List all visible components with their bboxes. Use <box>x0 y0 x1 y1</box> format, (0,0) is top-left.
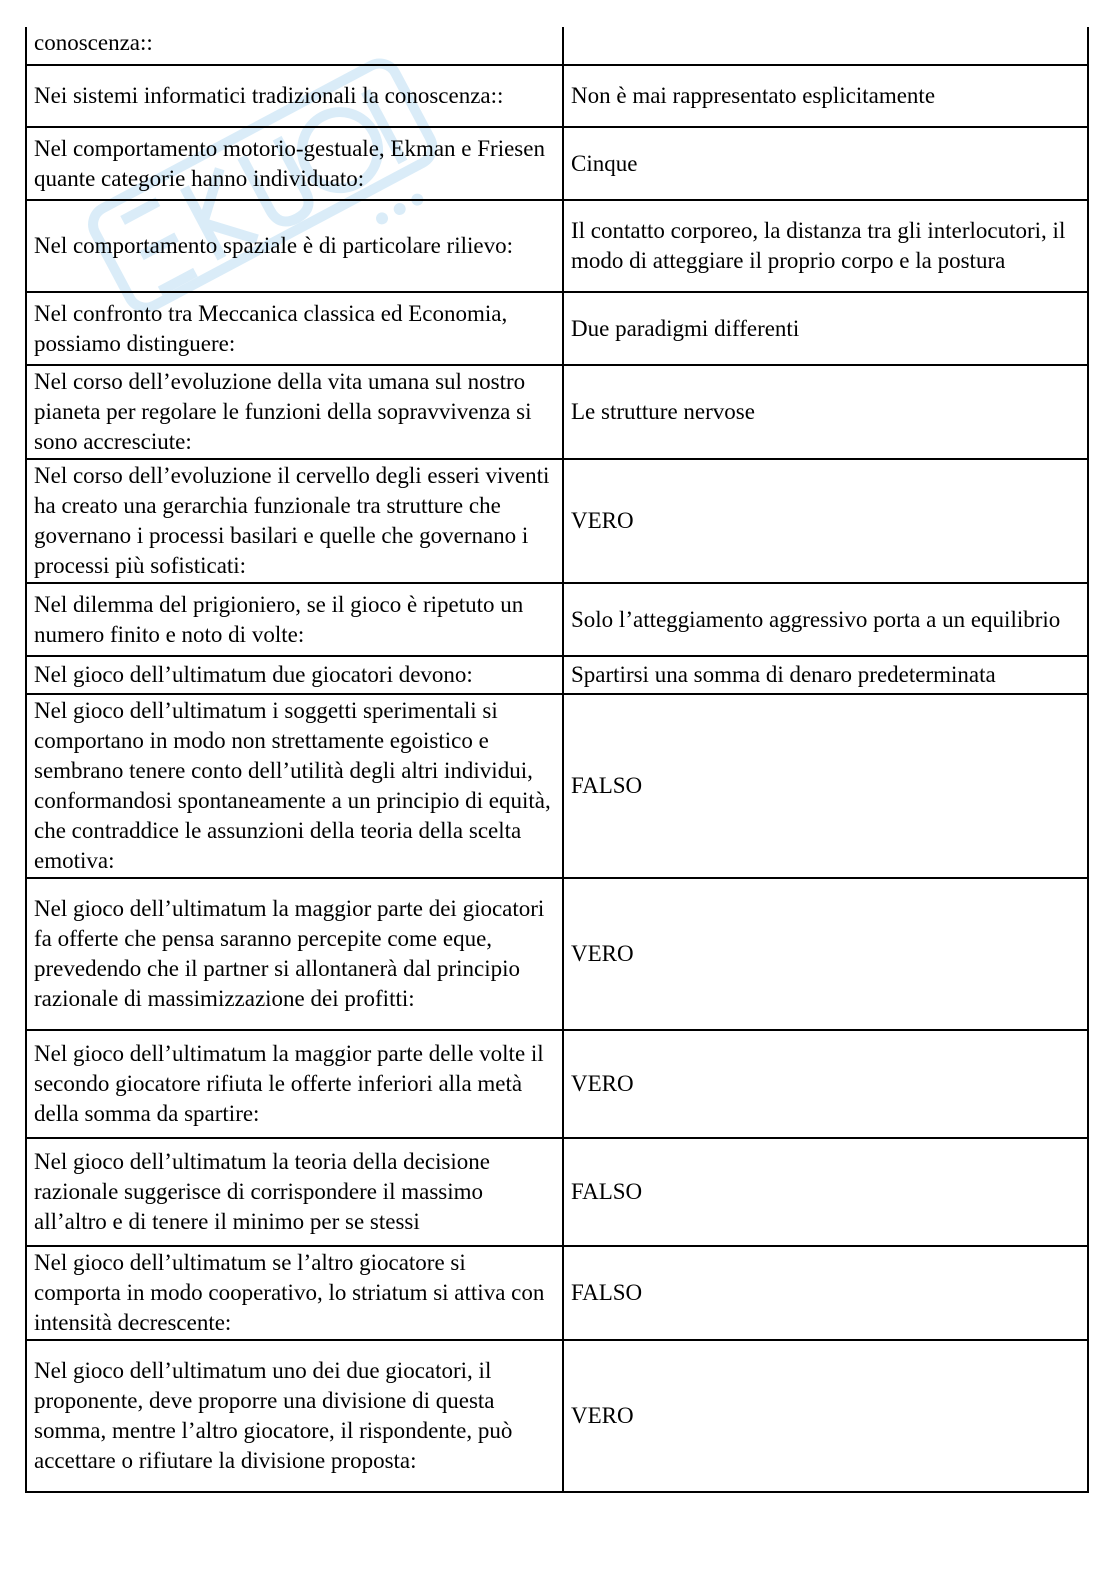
question-cell: Nel gioco dell’ultimatum la maggior parte delle volte il secondo giocatore rifiuta le offerte inferiori alla metà della somma da spartire: <box>26 1030 563 1138</box>
question-cell: Nel gioco dell’ultimatum due giocatori devono: <box>26 656 563 694</box>
question-cell: Nel corso dell’evoluzione il cervello degli esseri viventi ha creato una gerarchia funzionale tra strutture che governano i processi basilari e quelle che governano i processi più sofisticati: <box>26 459 563 583</box>
answer-cell: Le strutture nervose <box>563 365 1088 459</box>
question-answer-table <box>25 27 1089 1493</box>
question-cell: Nel comportamento spaziale è di particolare rilievo: <box>26 200 563 292</box>
question-cell: Nel dilemma del prigioniero, se il gioco è ripetuto un numero finito e noto di volte: <box>26 583 563 656</box>
answer-cell: FALSO <box>563 694 1088 878</box>
question-cell: Nel gioco dell’ultimatum la teoria della decisione razionale suggerisce di corrispondere il massimo all’altro e di tenere il minimo per se stessi <box>26 1138 563 1246</box>
table-row <box>26 127 1088 200</box>
answer-cell: Spartirsi una somma di denaro predeterminata <box>563 656 1088 694</box>
answer-cell: FALSO <box>563 1246 1088 1340</box>
table-row <box>26 1340 1088 1492</box>
table-row <box>26 1138 1088 1246</box>
answer-cell: Il contatto corporeo, la distanza tra gli interlocutori, il modo di atteggiare il proprio corpo e la postura <box>563 200 1088 292</box>
answer-cell: Solo l’atteggiamento aggressivo porta a un equilibrio <box>563 583 1088 656</box>
table-row <box>26 292 1088 365</box>
question-cell: Nel gioco dell’ultimatum i soggetti sperimentali si comportano in modo non strettamente egoistico e sembrano tenere conto dell’utilità degli altri individui, conformandosi spontaneamente a un principio di equità, che contraddice le assunzioni della teoria della scelta emotiva: <box>26 694 563 878</box>
question-cell: conoscenza:: <box>26 27 563 65</box>
table-row <box>26 583 1088 656</box>
table-row <box>26 878 1088 1030</box>
answer-cell: VERO <box>563 1340 1088 1492</box>
answer-cell: VERO <box>563 459 1088 583</box>
question-cell: Nei sistemi informatici tradizionali la conoscenza:: <box>26 65 563 127</box>
question-cell: Nel corso dell’evoluzione della vita umana sul nostro pianeta per regolare le funzioni della sopravvivenza si sono accresciute: <box>26 365 563 459</box>
question-cell: Nel confronto tra Meccanica classica ed Economia, possiamo distinguere: <box>26 292 563 365</box>
question-cell: Nel gioco dell’ultimatum uno dei due giocatori, il proponente, deve proporre una divisione di questa somma, mentre l’altro giocatore, il rispondente, può accettare o rifiutare la divisione proposta: <box>26 1340 563 1492</box>
answer-cell: Non è mai rappresentato esplicitamente <box>563 65 1088 127</box>
answer-cell: FALSO <box>563 1138 1088 1246</box>
answer-cell: VERO <box>563 1030 1088 1138</box>
answer-cell: Due paradigmi differenti <box>563 292 1088 365</box>
table-row <box>26 365 1088 459</box>
table-row <box>26 694 1088 878</box>
answer-cell: VERO <box>563 878 1088 1030</box>
table-row <box>26 1030 1088 1138</box>
table-row <box>26 27 1088 65</box>
answer-cell: Cinque <box>563 127 1088 200</box>
question-cell: Nel comportamento motorio-gestuale, Ekman e Friesen quante categorie hanno individuato: <box>26 127 563 200</box>
question-cell: Nel gioco dell’ultimatum se l’altro giocatore si comporta in modo cooperativo, lo striatum si attiva con intensità decrescente: <box>26 1246 563 1340</box>
table-row <box>26 459 1088 583</box>
table-row <box>26 1246 1088 1340</box>
question-cell: Nel gioco dell’ultimatum la maggior parte dei giocatori fa offerte che pensa saranno percepite come eque, prevedendo che il partner si allontanerà dal principio razionale di massimizzazione dei profitti: <box>26 878 563 1030</box>
answer-cell <box>563 27 1088 65</box>
table-row <box>26 65 1088 127</box>
table-row <box>26 200 1088 292</box>
table-row <box>26 656 1088 694</box>
